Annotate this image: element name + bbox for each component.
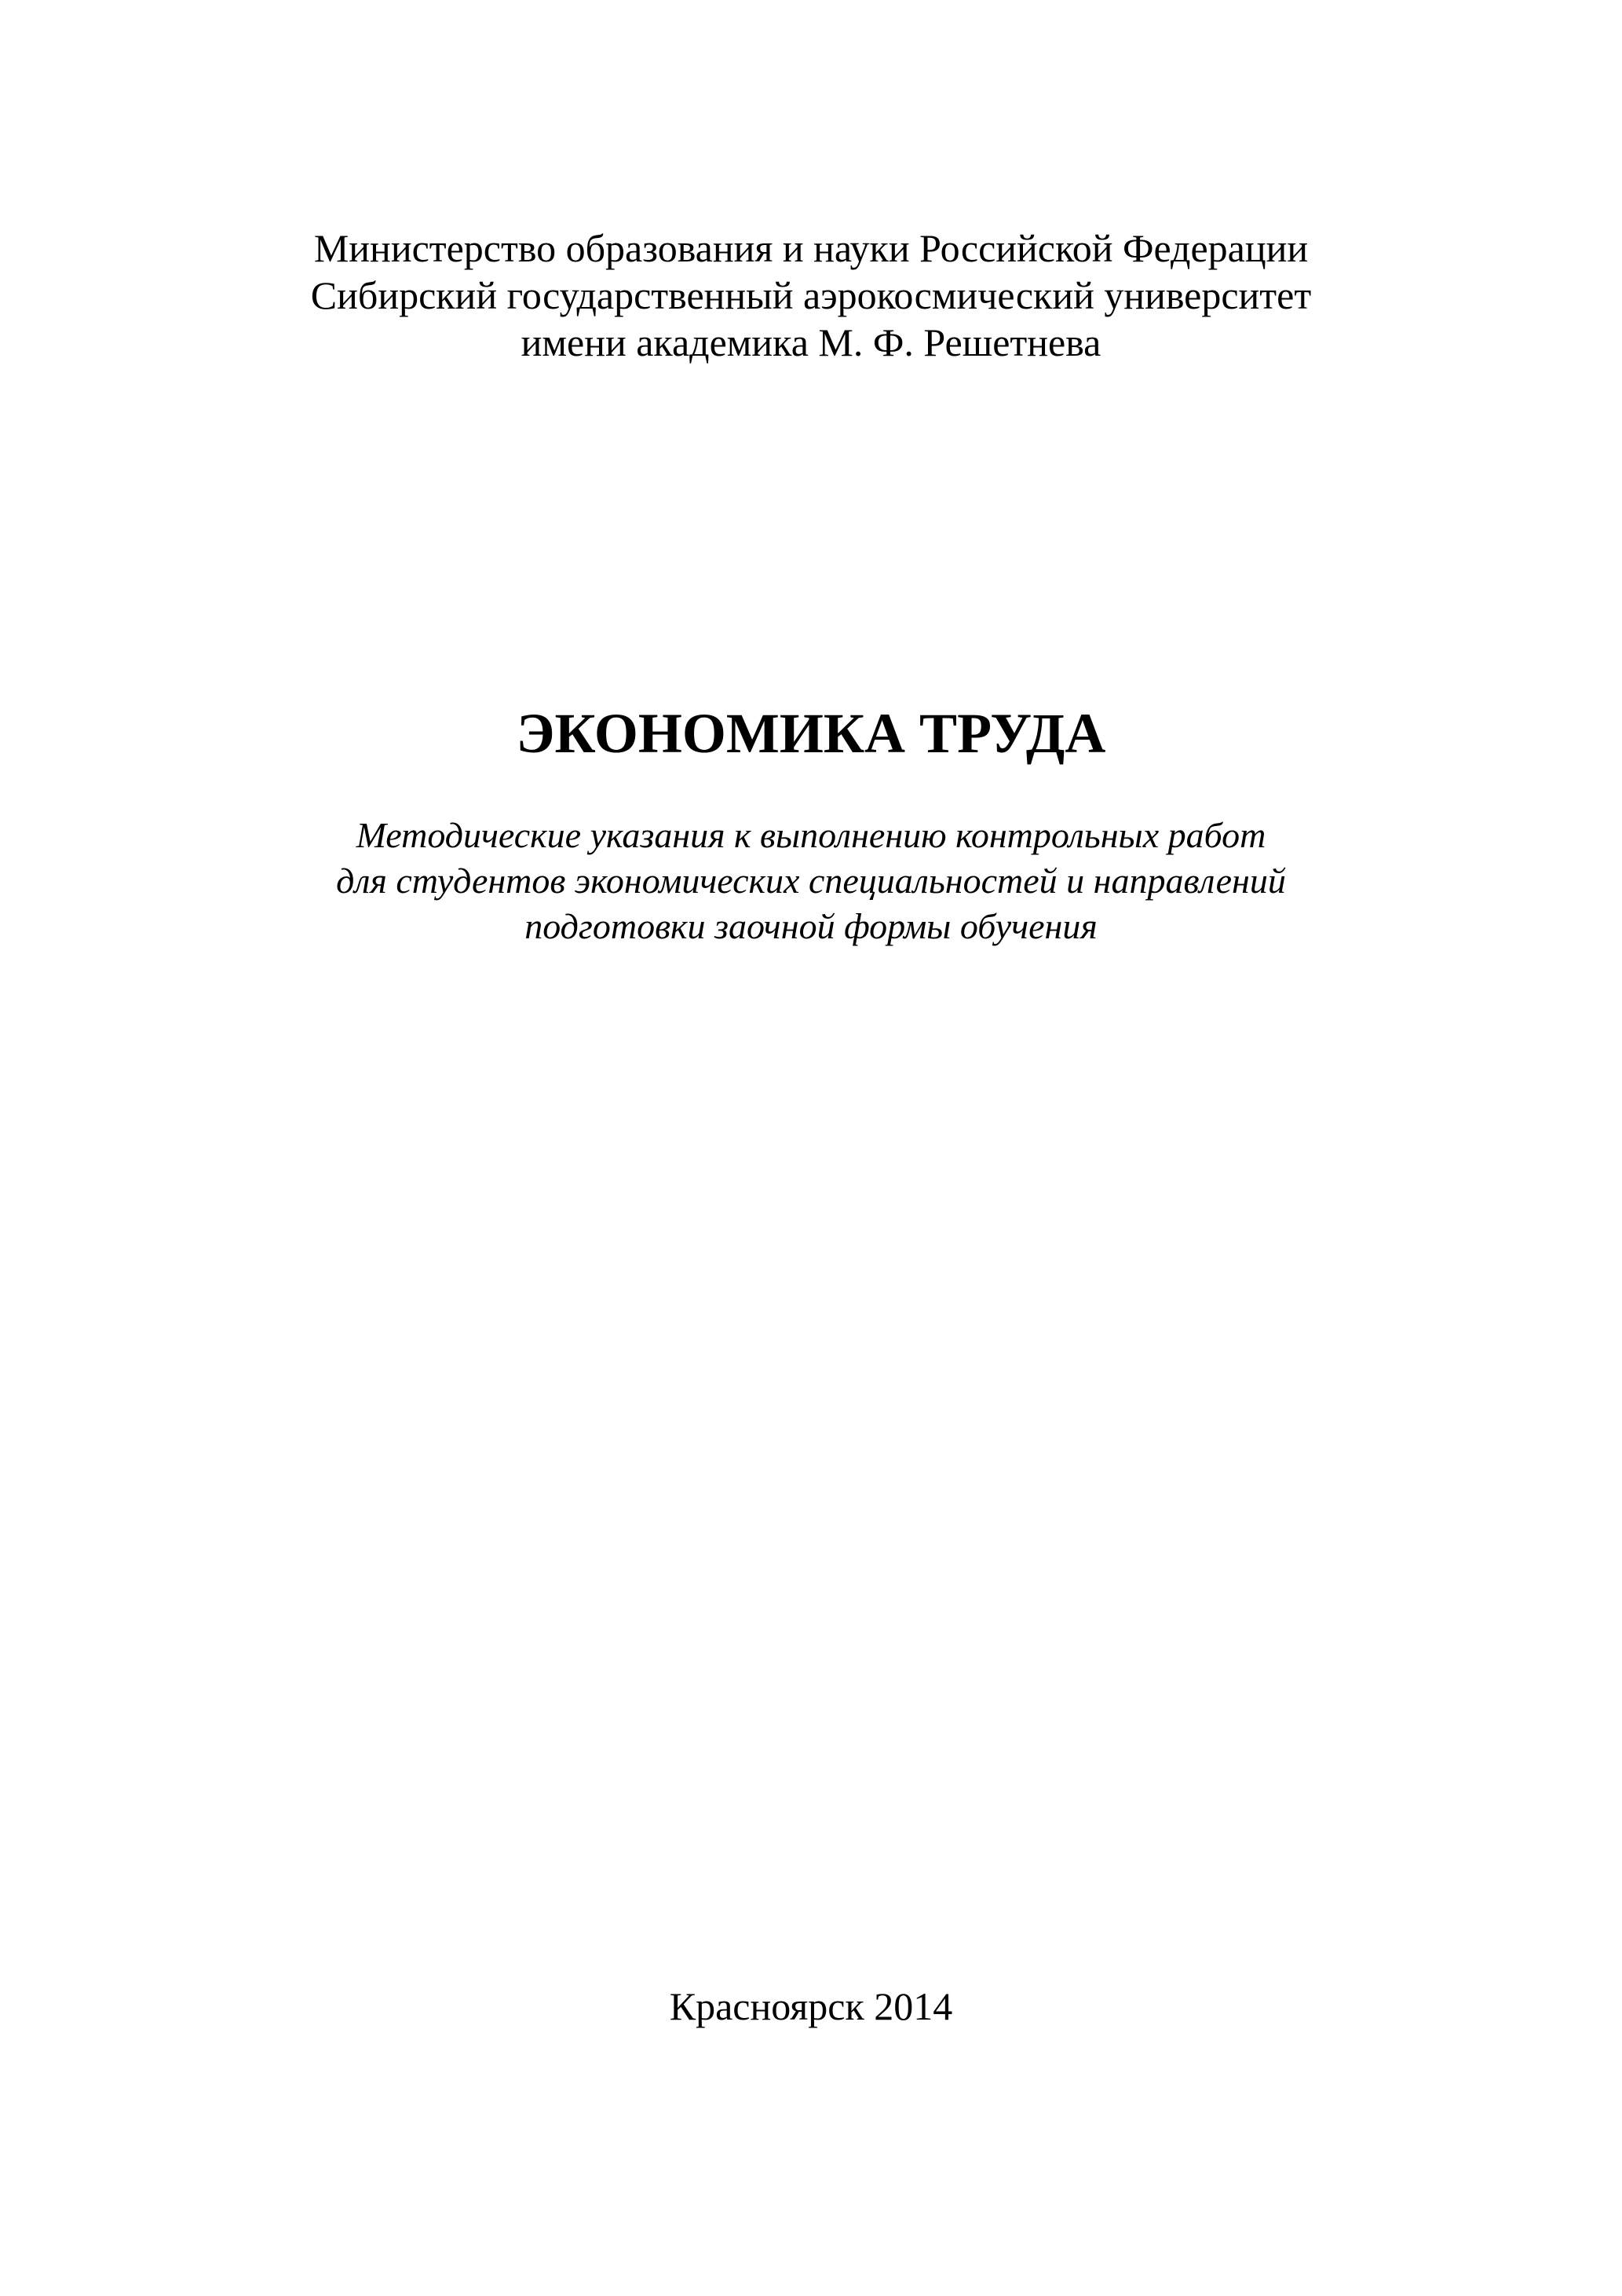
organization-header: [0, 225, 1622, 366]
subtitle-line-2: для студентов экономических специальностей и направлений: [336, 861, 1286, 901]
document-title: ЭКОНОМИКА ТРУДА: [516, 702, 1106, 765]
university-line: Сибирский государственный аэрокосмический университет: [310, 273, 1312, 317]
city-year: Красноярск 2014: [669, 1984, 953, 2028]
subtitle-line-1: Методические указания к выполнению контрольных работ: [356, 815, 1266, 855]
document-subtitle: [0, 813, 1622, 949]
ministry-line: Министерство образования и науки Российской Федерации: [313, 226, 1309, 270]
subtitle-line-3: подготовки заочной формы обучения: [524, 906, 1098, 946]
university-name-line: имени академика М. Ф. Решетнева: [521, 320, 1101, 364]
